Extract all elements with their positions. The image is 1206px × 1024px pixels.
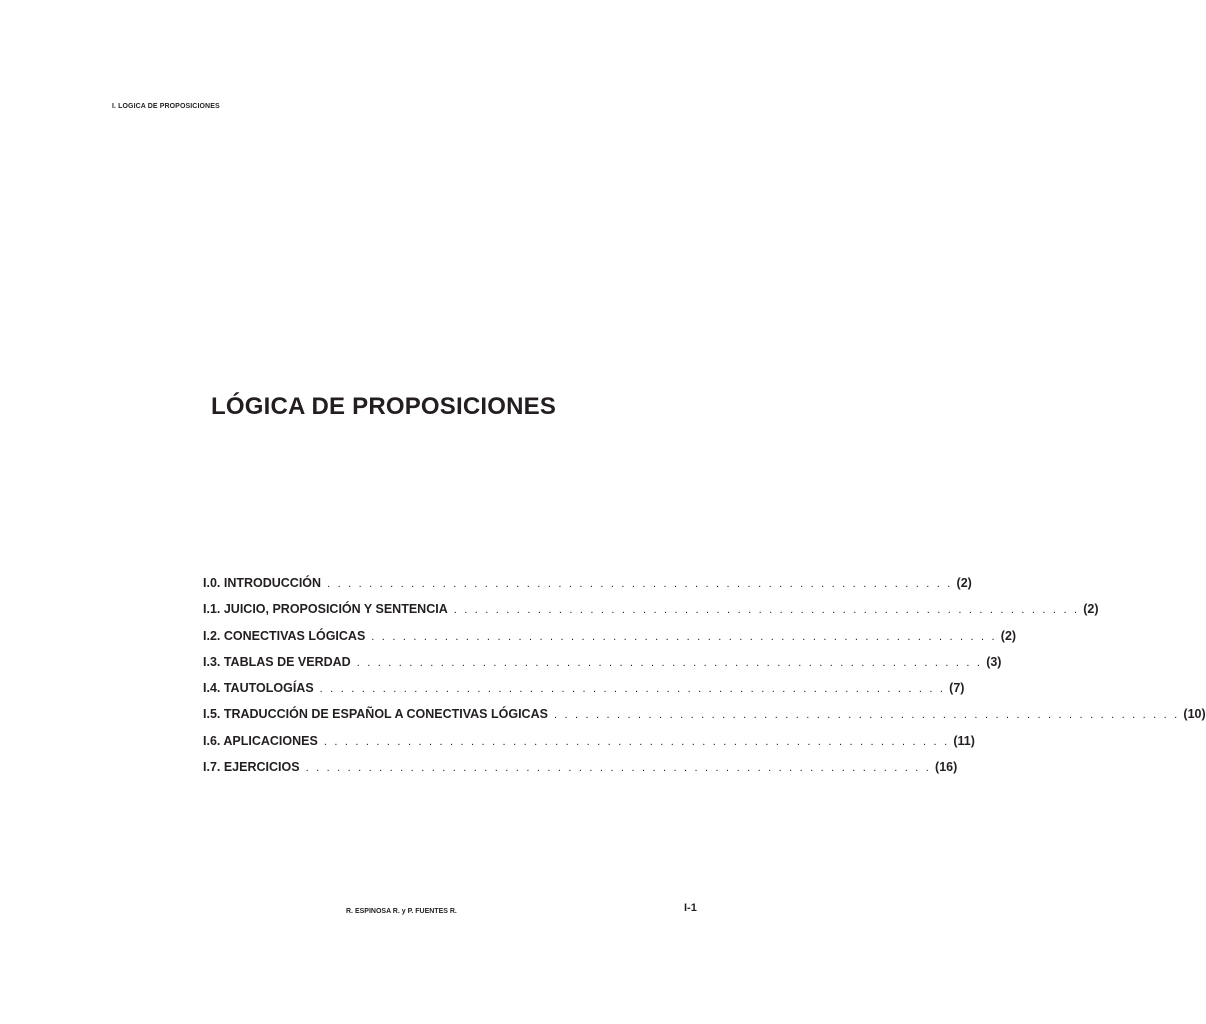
toc-entry <box>203 654 1002 681</box>
toc-entry-page: (7) <box>949 681 965 696</box>
toc-entry-title: I.7. EJERCICIOS <box>203 760 300 775</box>
toc-leader-dots: . . . . . . . . . . . . . . . . . . . . . . . . . . . . . . . . . . . . . . . . . . . . . . . . . . . . . . . . . . . . <box>453 604 1080 617</box>
toc-entry-title: I.2. CONECTIVAS LÓGICAS <box>203 628 366 643</box>
toc-entry-title: I.6. APLICACIONES <box>203 733 318 748</box>
page-number: I-1 <box>684 902 697 914</box>
toc-leader-dots: . . . . . . . . . . . . . . . . . . . . . . . . . . . . . . . . . . . . . . . . . . . . . . . . . . . . . . . . . . . . <box>553 709 1180 722</box>
toc-leader-dots: . . . . . . . . . . . . . . . . . . . . . . . . . . . . . . . . . . . . . . . . . . . . . . . . . . . . . . . . . . . . <box>305 762 932 775</box>
toc-entry <box>203 681 965 707</box>
running-header: I. LOGICA DE PROPOSICIONES <box>112 103 220 110</box>
toc-leader-dots: . . . . . . . . . . . . . . . . . . . . . . . . . . . . . . . . . . . . . . . . . . . . . . . . . . . . . . . . . . . . <box>371 630 997 643</box>
toc-entry <box>203 707 1206 733</box>
footer-authors: R. ESPINOSA R. y P. FUENTES R. <box>346 908 457 915</box>
page-title: LÓGICA DE PROPOSICIONES <box>211 393 557 420</box>
toc-entry-page: (10) <box>1183 707 1206 722</box>
toc-entry-title: I.0. INTRODUCCIÓN <box>203 576 322 590</box>
toc-entry-page: (2) <box>956 576 972 590</box>
toc-entry <box>203 628 1017 655</box>
toc-leader-dots: . . . . . . . . . . . . . . . . . . . . . . . . . . . . . . . . . . . . . . . . . . . . . . . . . . . . . . . . . . . . <box>323 735 950 748</box>
toc-entry-title: I.4. TAUTOLOGÍAS <box>203 681 314 696</box>
toc-leader-dots: . . . . . . . . . . . . . . . . . . . . . . . . . . . . . . . . . . . . . . . . . . . . . . . . . . . . . . . . . . . . <box>319 683 946 696</box>
toc-entry <box>203 760 958 786</box>
toc-entry-title: I.3. TABLAS DE VERDAD <box>203 654 351 669</box>
toc-entry <box>203 602 1099 628</box>
toc-leader-dots: . . . . . . . . . . . . . . . . . . . . . . . . . . . . . . . . . . . . . . . . . . . . . . . . . . . . . . . . . . . . <box>327 578 953 590</box>
toc-entry-title: I.5. TRADUCCIÓN DE ESPAÑOL A CONECTIVAS LÓGICAS <box>203 707 548 722</box>
toc-entry-title: I.1. JUICIO, PROPOSICIÓN Y SENTENCIA <box>203 602 448 617</box>
toc-entry <box>203 576 972 602</box>
table-of-contents <box>203 576 1206 786</box>
toc-entry-page: (2) <box>1000 628 1017 643</box>
toc-entry-page: (2) <box>1083 602 1099 617</box>
toc-entry-page: (3) <box>986 654 1002 669</box>
toc-leader-dots: . . . . . . . . . . . . . . . . . . . . . . . . . . . . . . . . . . . . . . . . . . . . . . . . . . . . . . . . . . . . <box>356 656 983 669</box>
toc-entry-page: (16) <box>935 760 958 775</box>
toc-entry-page: (11) <box>953 733 975 748</box>
toc-entry <box>203 733 975 760</box>
